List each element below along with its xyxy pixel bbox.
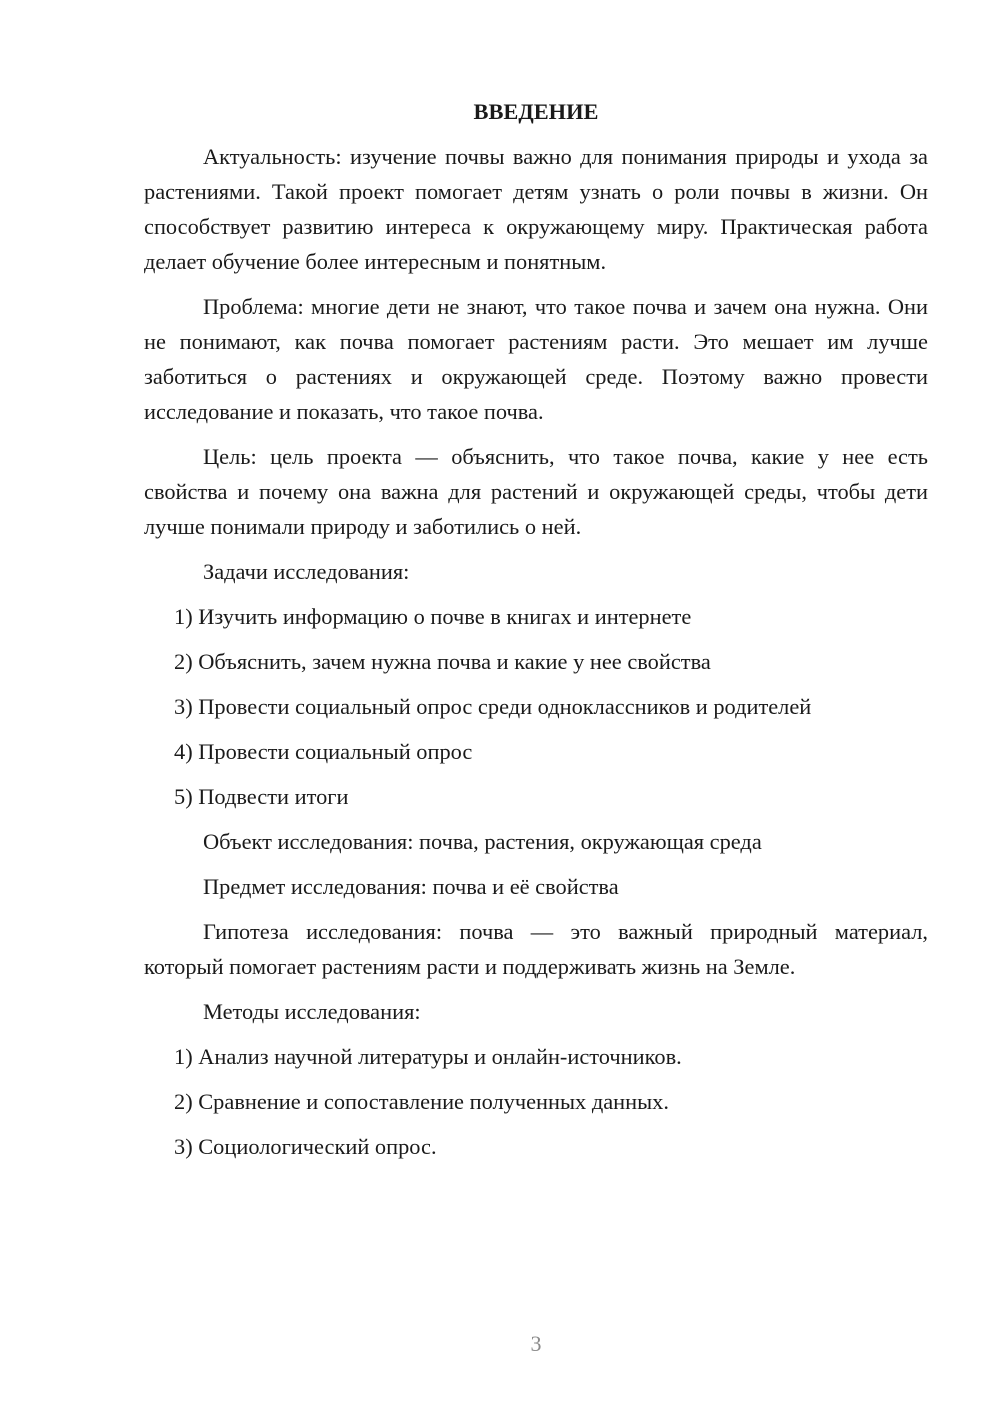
method-item: 2) Сравнение и сопоставление полученных данных.: [174, 1089, 669, 1114]
goal-paragraph: Цель: цель проекта — объяснить, что такое почва, какие у нее есть свойства и почему она важна для растений и окружающей среды, чтобы дети лучше понимали природу и заботились о ней.: [144, 444, 928, 539]
method-item: 3) Социологический опрос.: [174, 1134, 437, 1159]
task-item: 3) Провести социальный опрос среди одноклассников и родителей: [174, 694, 812, 719]
section-title: ВВЕДЕНИЕ: [473, 99, 599, 124]
method-item: 1) Анализ научной литературы и онлайн-источников.: [174, 1044, 682, 1069]
hypothesis-paragraph: Гипотеза исследования: почва — это важный природный материал, который помогает растениям расти и поддерживать жизнь на Земле.: [144, 919, 928, 979]
methods-heading: Методы исследования:: [203, 999, 421, 1024]
research-subject: Предмет исследования: почва и её свойства: [203, 874, 619, 899]
task-item: 2) Объяснить, зачем нужна почва и какие у нее свойства: [174, 649, 711, 674]
research-object: Объект исследования: почва, растения, окружающая среда: [203, 829, 762, 854]
methods-list: [144, 1039, 928, 1164]
page-content: [144, 94, 928, 1174]
tasks-heading: Задачи исследования:: [203, 559, 410, 584]
task-item: 1) Изучить информацию о почве в книгах и интернете: [174, 604, 692, 629]
tasks-list: [144, 599, 928, 814]
task-item: 5) Подвести итоги: [174, 784, 349, 809]
page-number: 3: [530, 1331, 542, 1356]
task-item: 4) Провести социальный опрос: [174, 739, 473, 764]
relevance-paragraph: Актуальность: изучение почвы важно для понимания природы и ухода за растениями. Такой проект помогает детям узнать о роли почвы в жизни. Он способствует развитию интереса к окружающему миру. Практическая работа делает обучение более интересным и понятным.: [144, 144, 928, 274]
problem-paragraph: Проблема: многие дети не знают, что такое почва и зачем она нужна. Они не понимают, как почва помогает растениям расти. Это мешает им лучше заботиться о растениях и окружающей среде. Поэтому важно провести исследование и показать, что такое почва.: [144, 294, 928, 424]
